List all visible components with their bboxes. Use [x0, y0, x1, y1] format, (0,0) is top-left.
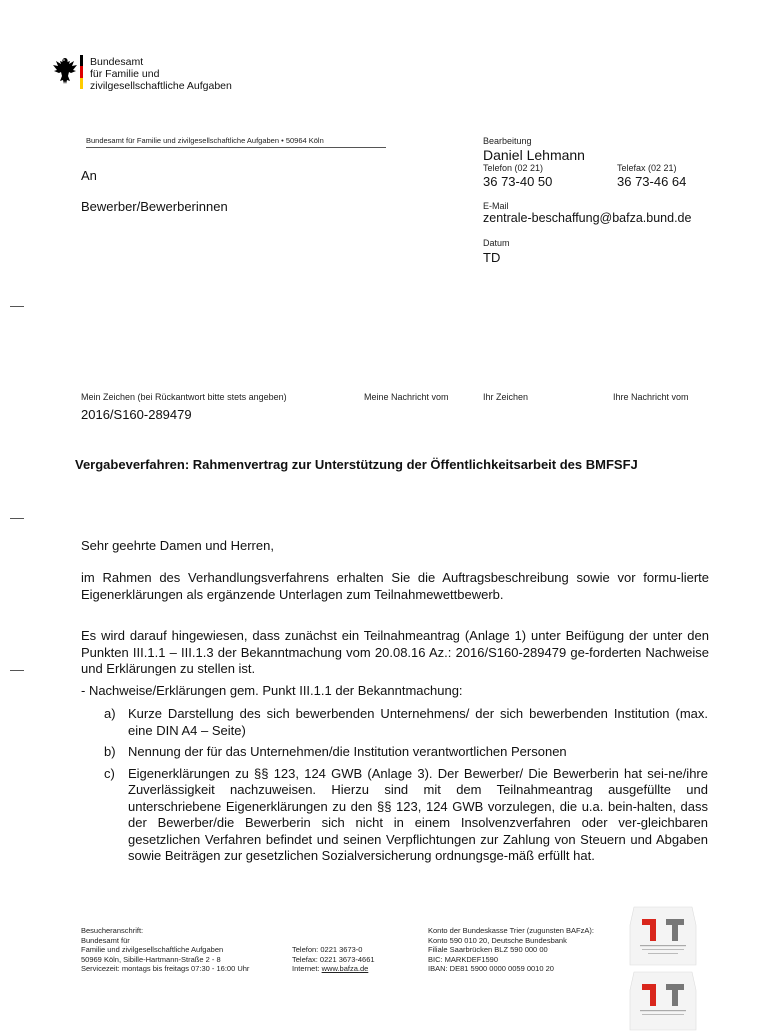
website-link[interactable]: www.bafza.de	[321, 964, 369, 973]
agency-name	[90, 56, 232, 92]
list-marker: a)	[104, 706, 116, 721]
footer-line: Telefon: 0221 3673-0	[292, 945, 363, 954]
footer-line: Servicezeit: montags bis freitags 07:30 - 16:00 Uhr	[81, 964, 250, 973]
meine-nachricht-label: Meine Nachricht vom	[364, 392, 449, 402]
email-value: zentrale-beschaffung@bafza.bund.de	[483, 211, 692, 225]
ihre-nachricht-label: Ihre Nachricht vom	[613, 392, 689, 402]
flag-stripe-black	[80, 55, 83, 66]
paragraph-3: - Nachweise/Erklärungen gem. Punkt III.1.1 der Bekanntmachung:	[81, 683, 463, 698]
flag-stripe-gold	[80, 78, 83, 89]
list-text: Nennung der für das Unternehmen/die Institution verantwortlichen Personen	[128, 744, 567, 759]
footer-line: Bundesamt für	[81, 935, 130, 945]
family-audit-seal-icon	[628, 970, 698, 1032]
subject-line: Vergabeverfahren: Rahmenvertrag zur Unterstützung der Öffentlichkeitsarbeit des BMFSFJ	[75, 457, 638, 472]
agency-line: zivilgesellschaftliche Aufgaben	[90, 80, 232, 92]
agency-line: für Familie und	[90, 68, 160, 80]
eagle-icon	[52, 56, 78, 86]
datum-label: Datum	[483, 238, 510, 248]
footer-line: Filiale Saarbrücken BLZ 590 000 00	[428, 945, 548, 954]
mein-zeichen-value: 2016/S160-289479	[81, 407, 192, 422]
paragraph-1: im Rahmen des Verhandlungsverfahrens erhalten Sie die Auftragsbeschreibung sowie vor formu-lierte Eigenerklärungen als ergänzende Unterlagen zum Teilnahmewettbewerb.	[81, 570, 709, 602]
footer-line: 50969 Köln, Sibille-Hartmann-Straße 2 - 8	[81, 954, 221, 964]
requirements-list	[104, 706, 708, 870]
list-text: Eigenerklärungen zu §§ 123, 124 GWB (Anlage 3). Der Bewerber/ Die Bewerberin hat sei-ne/ihre Zuverlässigkeit nachzuweisen. Hierzu sind mit dem Teilnahmeantrag ausgefüllte und unterschriebene Eigenerklärungen zu den §§ 123, 124 GWB vorzulegen, die u.a. bein-halten, dass der Bewerber/die Bewerberin sich nicht in einem Insolvenzverfahren oder ver-gleichbaren gesetzlichen Verfahren befindet und seinen Verpflichtungen zur Zahlung von Steuern und Abgaben sowie Beiträgen zur gesetzlichen Sozialversicherung ordnungsge-mäß erfüllt hat.	[128, 765, 708, 863]
footer-line: Besucheranschrift:	[81, 926, 144, 935]
internet-label: Internet:	[292, 964, 322, 973]
footer-line: IBAN: DE81 5900 0000 0059 0010 20	[428, 964, 554, 973]
agency-line: Bundesamt	[90, 56, 144, 68]
greeting: Sehr geehrte Damen und Herren,	[81, 538, 274, 553]
footer-line: Konto der Bundeskasse Trier (zugunsten BAFzA):	[428, 926, 594, 935]
bearbeitung-name: Daniel Lehmann	[483, 147, 585, 163]
fold-mark	[10, 518, 24, 519]
footer-phone	[292, 945, 375, 974]
family-audit-seal-icon	[628, 905, 698, 967]
flag-stripe-red	[80, 66, 83, 77]
mein-zeichen-label: Mein Zeichen (bei Rückantwort bitte stets angeben)	[81, 392, 287, 402]
datum-value: TD	[483, 250, 501, 265]
telefon-label: Telefon (02 21)	[483, 163, 544, 173]
fold-mark	[10, 670, 24, 671]
footer-line: Familie und zivilgesellschaftliche Aufgaben	[81, 945, 224, 954]
email-label: E-Mail	[483, 201, 509, 211]
fold-mark	[10, 306, 24, 307]
sender-line: Bundesamt für Familie und zivilgesellschaftliche Aufgaben • 50964 Köln	[86, 136, 386, 148]
footer-line: Konto 590 010 20, Deutsche Bundesbank	[428, 935, 567, 945]
telefax-label: Telefax (02 21)	[617, 163, 677, 173]
footer-line: BIC: MARKDEF1590	[428, 954, 499, 964]
list-item	[104, 744, 708, 761]
german-flag-bar	[80, 55, 83, 89]
footer-internet	[292, 964, 375, 974]
telefon-value: 36 73-40 50	[483, 174, 553, 189]
footer-address	[81, 926, 249, 974]
list-marker: c)	[104, 765, 115, 781]
footer-bank	[428, 926, 594, 974]
recipient-name: Bewerber/Bewerberinnen	[81, 199, 228, 214]
list-item	[104, 706, 708, 739]
list-text: Kurze Darstellung des sich bewerbenden Unternehmens/ der sich bewerbenden Institution (max. eine DIN A4 – Seite)	[128, 706, 708, 738]
bearbeitung-label: Bearbeitung	[483, 136, 532, 146]
ihr-zeichen-label: Ihr Zeichen	[483, 392, 529, 402]
recipient-an: An	[81, 168, 97, 183]
footer-line: Telefax: 0221 3673-4661	[292, 954, 375, 964]
list-item	[104, 766, 708, 865]
telefax-value: 36 73-46 64	[617, 174, 687, 189]
list-marker: b)	[104, 744, 116, 759]
paragraph-2: Es wird darauf hingewiesen, dass zunächst ein Teilnahmeantrag (Anlage 1) unter Beifügung der unter den Punkten III.1.1 – III.1.3 der Bekanntmachung vom 20.08.16 Az.: 2016/S160-289479 ge-forderten Nachweise und Erklärungen zu stellen ist.	[81, 628, 709, 676]
